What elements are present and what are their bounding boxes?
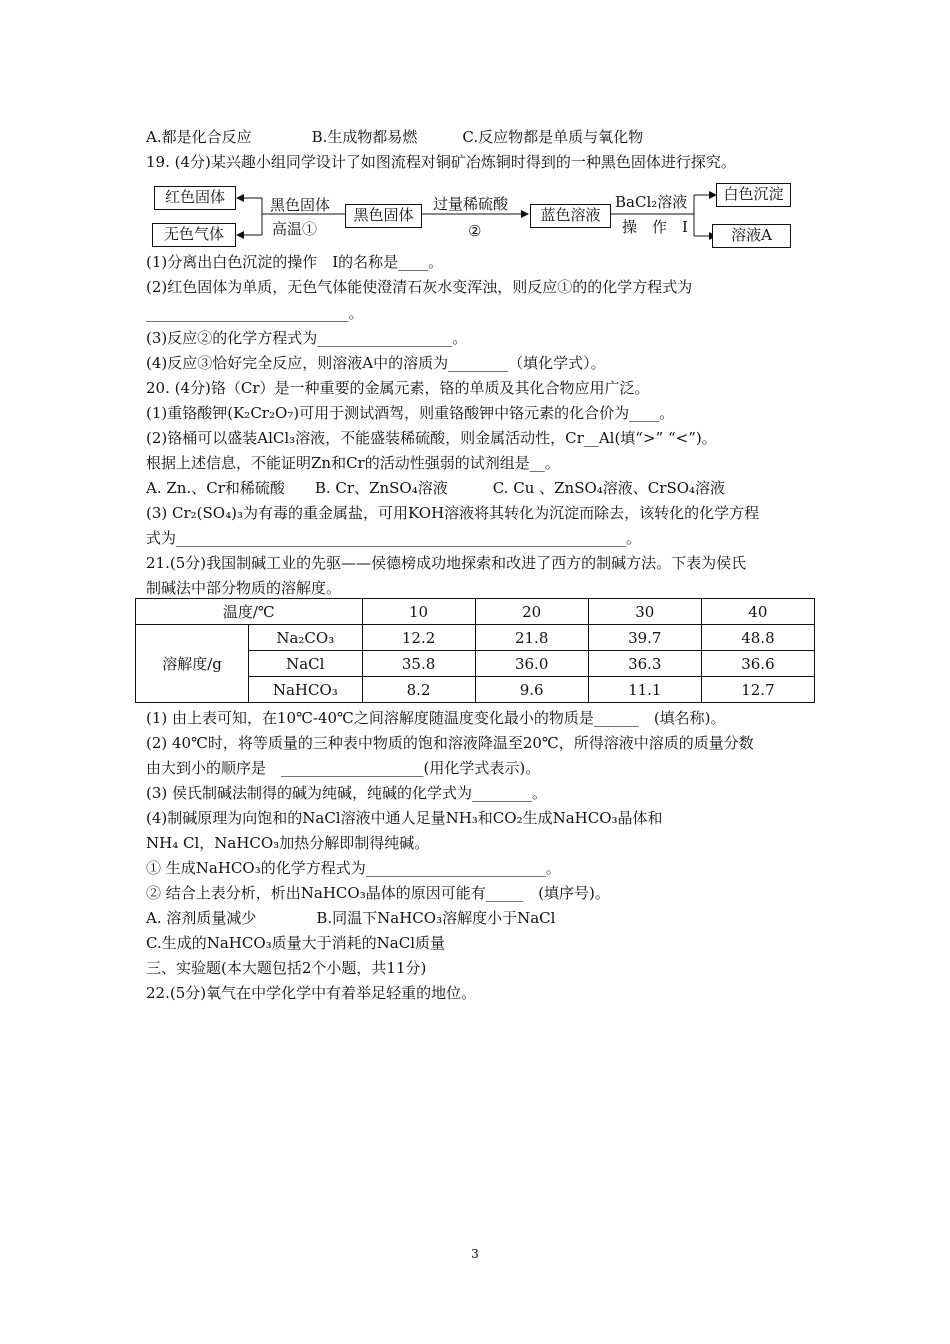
step-two-label: ② xyxy=(468,222,482,240)
text-line: (1) 由上表可知，在10℃-40℃之间溶解度随温度变化最小的物质是______ (填名称)。 xyxy=(146,709,726,727)
text-line: 由大到小的顺序是 ___________________(用化学式表示)。 xyxy=(146,759,541,777)
text-line: (3)反应②的化学方程式为__________________。 xyxy=(146,329,468,347)
text-line: (2)铬桶可以盛装AlCl₃溶液，不能盛装稀硫酸，则金属活动性，Cr__Al(填“>” “<”)。 xyxy=(146,429,717,447)
text-line: 21.(5分)我国制碱工业的先驱——侯德榜成功地探索和改进了西方的制碱方法。下表为侯氏 xyxy=(146,554,747,572)
colorless-gas-box: 无色气体 xyxy=(152,223,236,247)
temp-cell: 30 xyxy=(588,599,701,625)
text-line: ① 生成NaHCO₃的化学方程式为________________________。 xyxy=(146,859,561,877)
operation-label: 操 作 I xyxy=(622,218,688,236)
text-line: 20. (4分)铬（Cr）是一种重要的金属元素，铬的单质及其化合物应用广泛。 xyxy=(146,379,650,397)
solubility-cell: 35.8 xyxy=(362,651,475,677)
substance-name: Na₂CO₃ xyxy=(249,625,362,651)
solubility-label: 溶解度/g xyxy=(136,625,249,703)
text-line: (4)反应③恰好完全反应，则溶液A中的溶质为________（填化学式）。 xyxy=(146,354,606,372)
solubility-cell: 48.8 xyxy=(701,625,814,651)
table-row xyxy=(136,599,815,625)
text-line: (1)重铬酸钾(K₂Cr₂O₇)可用于测试酒驾，则重铬酸钾中铬元素的化合价为____。 xyxy=(146,404,675,422)
text-line: 22.(5分)氧气在中学化学中有着举足轻重的地位。 xyxy=(146,984,477,1002)
text-line: NH₄ Cl，NaHCO₃加热分解即制得纯碱。 xyxy=(146,834,430,852)
solubility-cell: 12.2 xyxy=(362,625,475,651)
substance-name: NaHCO₃ xyxy=(249,677,362,703)
text-line: (3) 侯氏制碱法制得的碱为纯碱，纯碱的化学式为________。 xyxy=(146,784,548,802)
text-line: 式为____________________________________________________________。 xyxy=(146,529,642,547)
bacl2-label: BaCl₂溶液 xyxy=(615,193,688,211)
solubility-table xyxy=(135,598,815,703)
text-line: (2) 40℃时，将等质量的三种表中物质的饱和溶液降温至20℃，所得溶液中溶质的质量分数 xyxy=(146,734,754,752)
text-line: 制碱法中部分物质的溶解度。 xyxy=(146,579,342,597)
blue-solution-box: 蓝色溶液 xyxy=(530,204,611,228)
text-line: (4)制碱原理为向饱和的NaCl溶液中通人足量NH₃和CO₂生成NaHCO₃晶体和 xyxy=(146,809,663,827)
solubility-cell: 9.6 xyxy=(475,677,588,703)
temp-cell: 10 xyxy=(362,599,475,625)
solubility-cell: 21.8 xyxy=(475,625,588,651)
text-line: ② 结合上表分析，析出NaHCO₃晶体的原因可能有_____ (填序号)。 xyxy=(146,884,610,902)
text-line: (3) Cr₂(SO₄)₃为有毒的重金属盐，可用KOH溶液将其转化为沉淀而除去，该转化的化学方程 xyxy=(146,504,760,522)
high-temp-label: 高温① xyxy=(272,220,318,238)
solubility-cell: 36.6 xyxy=(701,651,814,677)
text-line: A. Zn.、Cr和稀硫酸 B. Cr、ZnSO₄溶液 C. Cu 、ZnSO₄溶液、CrSO₄溶液 xyxy=(146,479,726,497)
dilute-acid-label: 过量稀硫酸 xyxy=(433,195,509,213)
text-line: ___________________________。 xyxy=(146,304,364,322)
flow-diagram xyxy=(150,180,800,252)
white-precipitate-box: 白色沉淀 xyxy=(716,183,791,207)
temperature-header: 温度/℃ xyxy=(136,599,363,625)
solubility-cell: 36.3 xyxy=(588,651,701,677)
text-line: 三、实验题(本大题包括2个小题，共11分) xyxy=(146,959,427,977)
text-line: C.生成的NaHCO₃质量大于消耗的NaCl质量 xyxy=(146,934,445,952)
text-line: (1)分离出白色沉淀的操作 I的名称是____。 xyxy=(146,253,444,271)
solubility-cell: 12.7 xyxy=(701,677,814,703)
text-line: 19. (4分)某兴趣小组同学设计了如图流程对铜矿冶炼铜时得到的一种黑色固体进行探究。 xyxy=(146,153,736,171)
temp-cell: 20 xyxy=(475,599,588,625)
text-line: A. 溶剂质量减少 B.同温下NaHCO₃溶解度小于NaCl xyxy=(146,909,556,927)
temp-cell: 40 xyxy=(701,599,814,625)
flow-arrows xyxy=(150,180,800,252)
table-row xyxy=(136,625,815,651)
solubility-cell: 8.2 xyxy=(362,677,475,703)
text-line: 根据上述信息，不能证明Zn和Cr的活动性强弱的试剂组是__。 xyxy=(146,454,560,472)
solubility-cell: 39.7 xyxy=(588,625,701,651)
black-solid-label: 黑色固体 xyxy=(270,196,331,214)
solution-a-box: 溶液A xyxy=(712,224,791,248)
red-solid-box: 红色固体 xyxy=(154,186,236,210)
text-line: (2)红色固体为单质，无色气体能使澄清石灰水变浑浊，则反应①的的化学方程式为 xyxy=(146,278,693,296)
solubility-cell: 11.1 xyxy=(588,677,701,703)
text-line: A.都是化合反应 B.生成物都易燃 C.反应物都是单质与氧化物 xyxy=(146,128,644,146)
solubility-cell: 36.0 xyxy=(475,651,588,677)
page-number: 3 xyxy=(471,1247,479,1261)
substance-name: NaCl xyxy=(249,651,362,677)
black-solid-box: 黑色固体 xyxy=(345,204,422,228)
